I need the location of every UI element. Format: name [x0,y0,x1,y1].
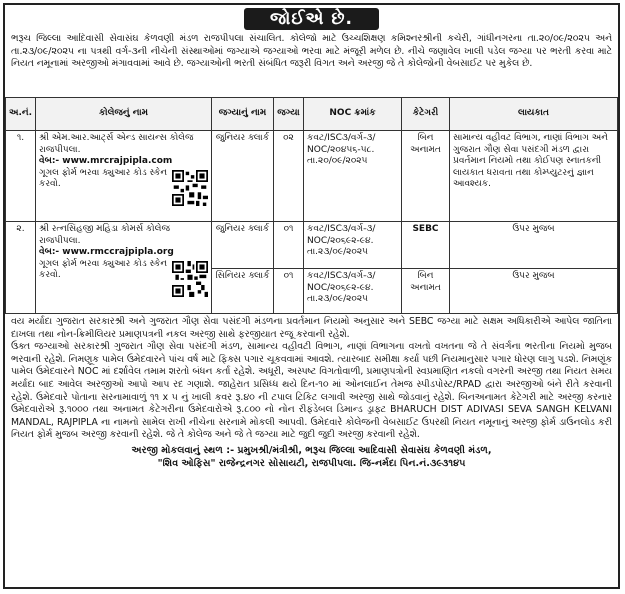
college-name: શ્રી રત્નસિંહજી મહિડા કોમર્સ કોલેજ રાજપીપલા. [39,224,170,246]
table-row [6,222,618,269]
table-header-row [6,98,618,131]
intro-paragraph: ભરૂચ જિલ્લા આદિવાસી સેવાસંઘ કેળવણી મંડળ રાજપીપલા સંચાલિત. કોલેજો માટે ઉચ્ચશિક્ષણ કમિશ્નરશ્રીની કચેરી, ગાંધીનગરના તા.૨૦/૦૯/૨૦૨૫ અને તા.૨૩/૦૯/૨૦૨૫ ના પત્રથી વર્ગ-૩ની નીચેની સંસ્થાઓમાં જગ્યાએ જગ્યાઓ ભરવા માટે મંજૂરી મળેલ છે. નીચે જણાવેલ ખાલી પડેલ જગ્યા પર ભરતી કરવા માટે નિયત નમૂનામાં અરજીઓ મંગાવવામાં આવે છે. જગ્યાઓની ભરતી સંબંધિત જરૂરી વિગત અને અરજી જે તે કોલેજોની વેબસાઈટ પર મુકેલ છે. [11,33,612,70]
title-bar [5,5,618,33]
category: SEBC [402,222,450,269]
row-serial: ૨. [6,222,36,314]
noc-number: કવટ/ISC૩/વર્ગ-૩/ NOC/૨૦૬૯૨-૯૪. તા.૨૩/૦૯/૨૦૨૫ [304,222,402,269]
form-note: ગૂગલ ફોર્મ ભરવા ક્યુઆર કોડ સ્કેન કરવો. [39,258,168,280]
post-count: ૦૨ [274,131,304,222]
header-count: જગ્યા [274,98,304,131]
college-name: શ્રી એમ.આર.આર્ટ્સ એન્ડ સાયન્સ કોલેજ રાજપીપલા. [39,133,194,155]
vacancy-table [5,97,618,314]
address-line-2: "શિવ ઓફિસ" રાજેન્દ્રનગર સોસાયટી, રાજપીપલા. જિ-નર્મદા પિન.નં.૩૯૩૧૪૫ [157,457,466,469]
rules-paragraph: ઉક્ત જગ્યાઓ સરકારશ્રી ગુજરાત ગૌણ સેવા પસંદગી મંડળ, સામાન્ય વહીવટી વિભાગ, નાણાં વિભાગના વખતો વખતના જે તે સંવર્ગના ભરતીના નિયમો મુજબ ભરવાની રહેશે. નિમણૂક પામેલ ઉમેદવારને પાંચ વર્ષ માટે ફિક્સ પગાર ચૂકવવામાં આવશે. ત્યારબાદ સમીક્ષા કર્યા પછી નિયમાનુસાર પગાર ધોરણ લાગુ પડશે. નિમણૂંક પામેલ ઉમેદવારને NOC માં દર્શાવેલ તમામ શરતો બંધન કર્તા રહેશે. અધૂરી, અસ્પષ્ટ વિગતોવાળી, પ્રમાણપત્રોની સ્વપ્રમાણિત નકલો વગરની અરજી તથા નિયત સમય મર્યાદા બાદ આવેલ અરજીઓ આપો આપ રદ ગણાશે. જાહેરાત પ્રસિધ્ધ થયે દિન-૧૦ માં ઓનલાઈન તેમજ સ્પીડપોસ્ટ/RPAD દ્વારા અરજીઓ બંને રીતે કરવાની રહેશે. ઉમેદવારે પોતાના સરનામાવાળું ૧૧ x ૫ નું ખાલી કવર રૂ.૪૦ ની ટપાલ ટિકિટ લગાવી અરજી સાથે જોડવાનું રહેશે. બિનઅનામત કેટેગરી માટે અરજી કરનાર ઉમેદવારોએ રૂ.૧૦૦૦ તથા અનામત કેટેગરીના ઉમેદવારોએ રૂ.૮૦૦ નો નોન રીફંડેબલ ડિમાન્ડ ડ્રાફ્ટ BHARUCH DIST ADIVASI SEVA SANGH KELVANI MANDAL, RAJPIPLA ના નામનો સામેલ રાખી નીચેના સરનામે મોકલી આપવી. ઉમેદવારે કોલેજની વેબસાઈટ ઉપરથી નિયત નમૂનાનું અરજી ફોર્મ ડાઉનલોડ કરી નિયત ફોર્મ મુજબ અરજી કરવાની રહેશે. જે તે કોલેજ અને જે તે જગ્યા માટે જુદી જુદી અરજી કરવાની રહેશે. [11,341,612,441]
row-serial: ૧. [6,131,36,222]
form-note: ગૂગલ ફોર્મ ભરવા ક્યુઆર કોડ સ્કેન કરવો. [39,167,168,189]
header-college: કોલેજનું નામ [36,98,212,131]
eligibility: સામાન્ય વહીવટ વિભાગ, નાણાં વિભાગ અને ગુજરાત ગૌણ સેવા પસંદગી મંડળ દ્વારા પ્રવર્તમાન નિયમો તથા કોઈપણ સ્નાતકની લાયકાત ધરાવતા તથા કોમ્પ્યુટરનું જ્ઞાન આવશ્યક. [450,131,618,222]
header-serial: અ.નં. [6,98,36,131]
post-name: જુનિયર ક્લાર્ક [212,131,274,222]
header-eligibility: લાયકાત [450,98,618,131]
college-website-link[interactable]: વેબ:- www.rmccrajpipla.org [39,247,174,257]
post-count: ૦૧ [274,222,304,269]
header-noc: NOC ક્રમાંક [304,98,402,131]
post-name: સિનિયર ક્લાર્ક [212,269,274,314]
college-cell [36,131,212,222]
address-line-1: અરજી મોકલવાનું સ્થળ :- પ્રમુખશ્રી/મંત્રીશ્રી, ભરૂચ જિલ્લા આદિવાસી સેવાસંઘ કેળવણી મંડળ, [131,444,492,456]
job-notice [3,3,620,589]
eligibility: ઉપર મુજબ [450,269,618,314]
qr-code-icon[interactable] [172,170,208,206]
age-limit-paragraph: વય મર્યાદા ગુજરાત સરકારશ્રી અને ગુજરાત ગૌણ સેવા પસંદગી મંડળના પ્રવર્તમાન નિયમો અનુસાર અને SEBC જગ્યા માટે સક્ષમ અધિકારીએ આપેલ જાતિના દાખલા તથા નોન-ક્રિમીલિયર પ્રમાણપત્રની નકલ અરજી સાથે ફરજીયાત રજૂ કરવાની રહેશે. [11,316,612,340]
header-category: કેટેગરી [402,98,450,131]
college-website-link[interactable]: વેબ:- www.mrcrajpipla.com [39,156,173,166]
college-cell [36,222,212,314]
category: બિન અનામત [402,269,450,314]
application-address [5,442,618,470]
post-name: જુનિયર ક્લાર્ક [212,222,274,269]
noc-number: કવટ/ISC૩/વર્ગ-૩/ NOC/૨૦૪૫૬-૫૮. તા.૨૦/૦૯/૨૦૨૫ [304,131,402,222]
noc-number: કવટ/ISC૩/વર્ગ-૩/ NOC/૨૦૬૯૨-૯૪. તા.૨૩/૦૯/૨૦૨૫ [304,269,402,314]
notice-title: જોઈએ છે. [244,8,379,30]
eligibility: ઉપર મુજબ [450,222,618,269]
header-post: જગ્યાનું નામ [212,98,274,131]
qr-code-icon[interactable] [172,261,208,297]
terms-section [5,314,618,442]
post-count: ૦૧ [274,269,304,314]
table-row [6,131,618,222]
category: બિન અનામત [402,131,450,222]
